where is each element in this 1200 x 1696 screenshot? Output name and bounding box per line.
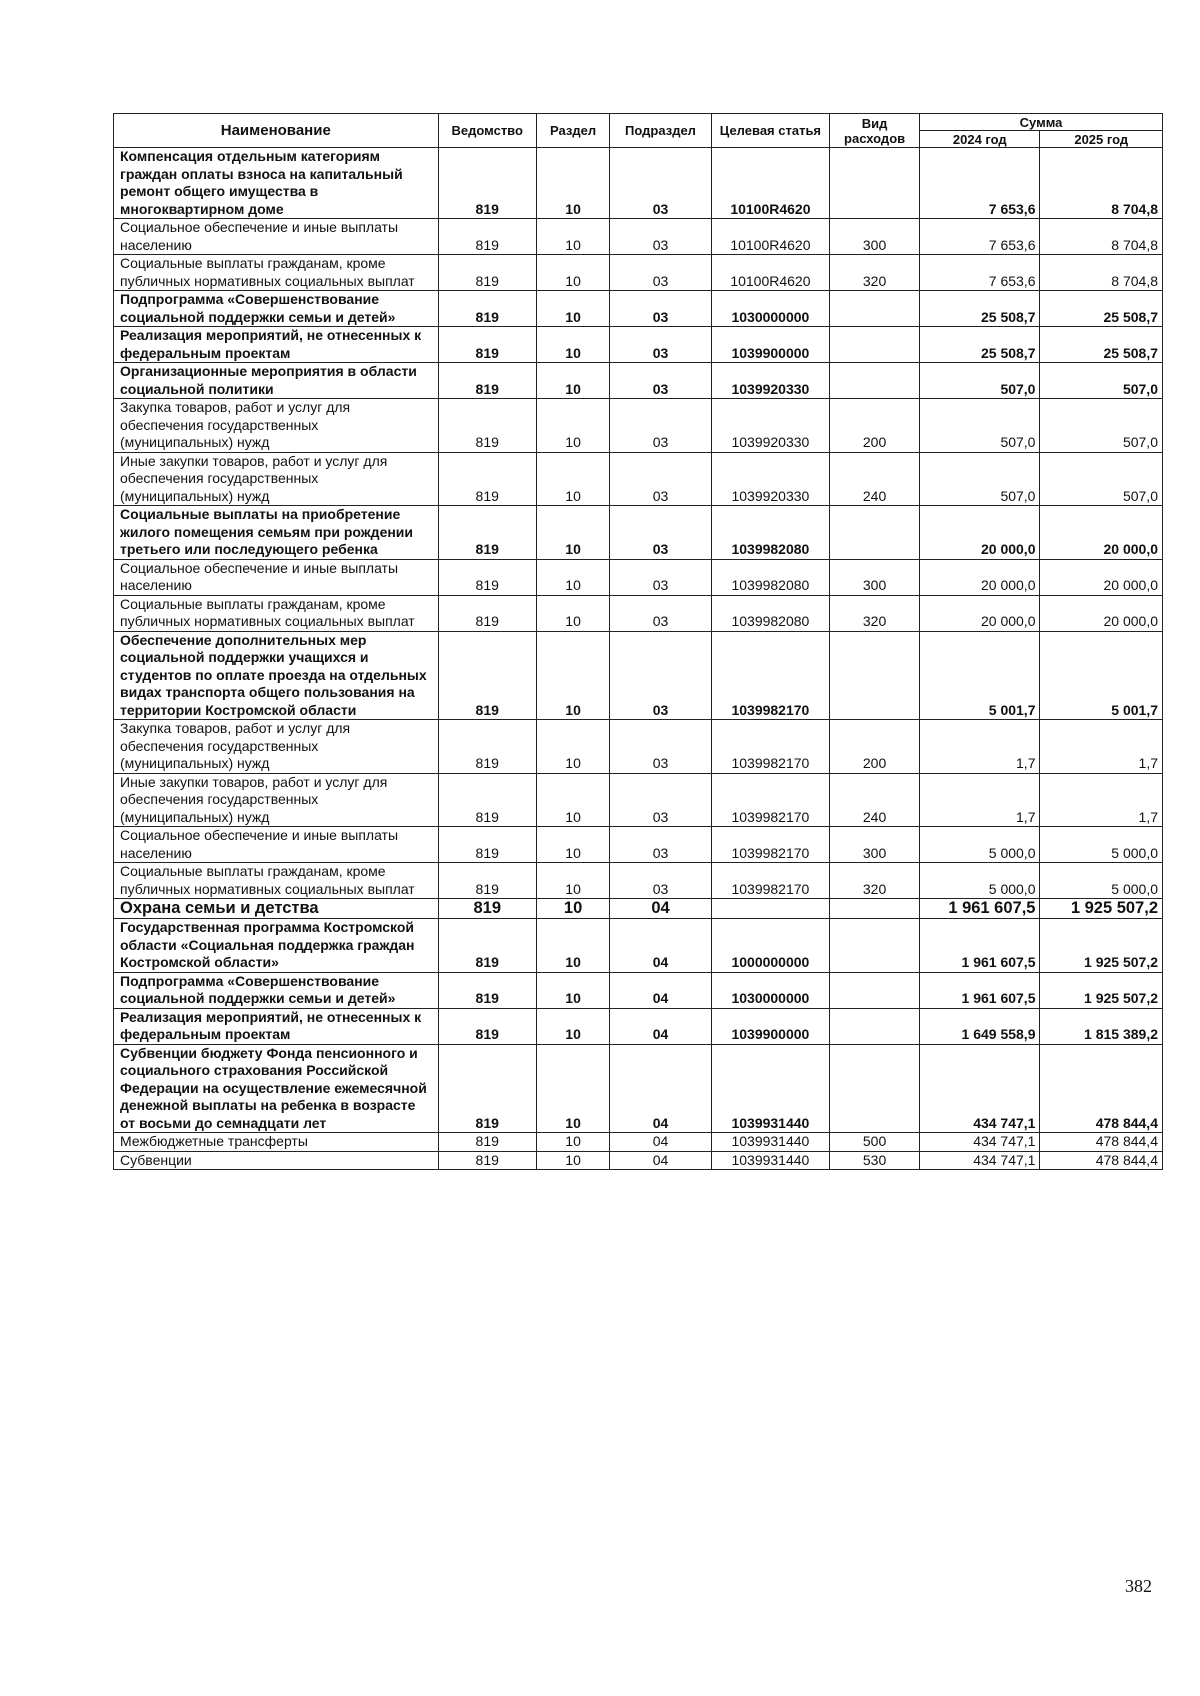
row-expense-type-cell: 320 [830,595,920,631]
row-target-article-cell: 1039900000 [711,1008,829,1044]
row-section-cell: 10 [536,452,609,506]
row-section-cell: 10 [536,291,609,327]
row-target-article-cell: 1039931440 [711,1044,829,1133]
row-amount-2025-cell: 5 001,7 [1040,631,1163,720]
row-target-article-cell: 1039920330 [711,363,829,399]
table-row [114,506,1163,560]
row-department-cell: 819 [438,327,536,363]
table-row [114,452,1163,506]
row-amount-2025-cell: 20 000,0 [1040,559,1163,595]
row-section-cell: 10 [536,1133,609,1152]
row-section-cell: 10 [536,773,609,827]
row-name-cell: Обеспечение дополнительных мер социальной поддержки учащихся и студентов по оплате проезда на отдельных видах транспорта общего пользования на территории Костромской области [114,631,439,720]
row-expense-type-cell: 530 [830,1151,920,1170]
row-expense-type-cell: 240 [830,773,920,827]
row-amount-2025-cell: 1 925 507,2 [1040,972,1163,1008]
row-amount-2024-cell: 20 000,0 [920,595,1040,631]
row-name-cell: Социальные выплаты гражданам, кроме публичных нормативных социальных выплат [114,863,439,899]
row-section-cell: 10 [536,1008,609,1044]
row-expense-type-cell: 300 [830,827,920,863]
row-name-cell: Закупка товаров, работ и услуг для обеспечения государственных (муниципальных) нужд [114,399,439,453]
row-department-cell: 819 [438,1008,536,1044]
row-section-cell: 10 [536,255,609,291]
row-department-cell: 819 [438,972,536,1008]
row-name-cell: Компенсация отдельным категориям граждан оплаты взноса на капитальный ремонт общего имущества в многоквартирном доме [114,148,439,219]
row-expense-type-cell: 320 [830,863,920,899]
row-expense-type-cell [830,148,920,219]
row-expense-type-cell [830,363,920,399]
row-department-cell: 819 [438,255,536,291]
row-expense-type-cell [830,1044,920,1133]
row-subsection-cell: 03 [610,595,712,631]
row-department-cell: 819 [438,1044,536,1133]
table-row [114,327,1163,363]
row-target-article-cell [711,899,829,919]
row-department-cell: 819 [438,363,536,399]
row-amount-2025-cell: 1,7 [1040,773,1163,827]
row-department-cell: 819 [438,919,536,973]
row-name-cell: Межбюджетные трансферты [114,1133,439,1152]
row-name-cell: Социальное обеспечение и иные выплаты населению [114,559,439,595]
header-target-article: Целевая статья [711,114,829,148]
row-expense-type-cell: 300 [830,559,920,595]
header-expense-type: Вид расходов [830,114,920,148]
row-amount-2025-cell: 507,0 [1040,399,1163,453]
row-amount-2024-cell: 1,7 [920,720,1040,774]
header-subsection: Подраздел [610,114,712,148]
row-amount-2024-cell: 434 747,1 [920,1044,1040,1133]
row-target-article-cell: 1039931440 [711,1133,829,1152]
row-name-cell: Социальные выплаты гражданам, кроме публичных нормативных социальных выплат [114,595,439,631]
row-amount-2025-cell: 8 704,8 [1040,148,1163,219]
row-department-cell: 819 [438,899,536,919]
row-section-cell: 10 [536,219,609,255]
row-subsection-cell: 04 [610,1008,712,1044]
row-amount-2024-cell: 25 508,7 [920,291,1040,327]
table-body [114,148,1163,1170]
row-target-article-cell: 10100R4620 [711,148,829,219]
row-subsection-cell: 03 [610,720,712,774]
row-amount-2024-cell: 7 653,6 [920,255,1040,291]
table-row [114,827,1163,863]
row-amount-2025-cell: 507,0 [1040,452,1163,506]
table-row [114,899,1163,919]
row-section-cell: 10 [536,1044,609,1133]
row-amount-2024-cell: 25 508,7 [920,327,1040,363]
row-subsection-cell: 03 [610,255,712,291]
table-row [114,1044,1163,1133]
row-subsection-cell: 03 [610,559,712,595]
row-target-article-cell: 1000000000 [711,919,829,973]
row-subsection-cell: 04 [610,972,712,1008]
row-subsection-cell: 04 [610,899,712,919]
row-expense-type-cell: 300 [830,219,920,255]
row-name-cell: Подпрограмма «Совершенствование социальной поддержки семьи и детей» [114,291,439,327]
row-name-cell: Охрана семьи и детства [114,899,439,919]
table-row [114,559,1163,595]
row-name-cell: Закупка товаров, работ и услуг для обеспечения государственных (муниципальных) нужд [114,720,439,774]
budget-table [113,113,1163,1170]
row-amount-2025-cell: 507,0 [1040,363,1163,399]
row-amount-2025-cell: 478 844,4 [1040,1044,1163,1133]
row-subsection-cell: 03 [610,219,712,255]
row-target-article-cell: 1030000000 [711,291,829,327]
row-name-cell: Подпрограмма «Совершенствование социальной поддержки семьи и детей» [114,972,439,1008]
budget-table-container [113,113,1163,1170]
row-expense-type-cell [830,972,920,1008]
row-section-cell: 10 [536,720,609,774]
row-section-cell: 10 [536,827,609,863]
table-row [114,1008,1163,1044]
row-amount-2025-cell: 8 704,8 [1040,255,1163,291]
row-amount-2024-cell: 7 653,6 [920,219,1040,255]
row-amount-2024-cell: 7 653,6 [920,148,1040,219]
table-row [114,863,1163,899]
row-amount-2024-cell: 1 961 607,5 [920,899,1040,919]
row-department-cell: 819 [438,559,536,595]
row-name-cell: Иные закупки товаров, работ и услуг для обеспечения государственных (муниципальных) нужд [114,452,439,506]
row-section-cell: 10 [536,363,609,399]
row-department-cell: 819 [438,452,536,506]
row-name-cell: Социальное обеспечение и иные выплаты населению [114,219,439,255]
row-amount-2025-cell: 25 508,7 [1040,327,1163,363]
table-row [114,399,1163,453]
table-row [114,148,1163,219]
row-expense-type-cell [830,327,920,363]
row-amount-2025-cell: 20 000,0 [1040,595,1163,631]
row-amount-2024-cell: 507,0 [920,363,1040,399]
row-expense-type-cell [830,899,920,919]
row-subsection-cell: 04 [610,1044,712,1133]
row-amount-2025-cell: 1 925 507,2 [1040,899,1163,919]
row-section-cell: 10 [536,1151,609,1170]
table-row [114,720,1163,774]
row-amount-2024-cell: 434 747,1 [920,1133,1040,1152]
row-amount-2024-cell: 20 000,0 [920,559,1040,595]
row-department-cell: 819 [438,720,536,774]
table-row [114,219,1163,255]
row-section-cell: 10 [536,863,609,899]
row-amount-2024-cell: 1,7 [920,773,1040,827]
table-row [114,595,1163,631]
row-target-article-cell: 1039982080 [711,559,829,595]
row-target-article-cell: 1039920330 [711,452,829,506]
header-sum: Сумма [920,114,1163,131]
row-section-cell: 10 [536,148,609,219]
row-amount-2024-cell: 434 747,1 [920,1151,1040,1170]
header-section: Раздел [536,114,609,148]
row-amount-2025-cell: 1,7 [1040,720,1163,774]
row-name-cell: Социальные выплаты гражданам, кроме публичных нормативных социальных выплат [114,255,439,291]
table-row [114,363,1163,399]
row-name-cell: Субвенции [114,1151,439,1170]
row-target-article-cell: 1030000000 [711,972,829,1008]
row-amount-2025-cell: 1 815 389,2 [1040,1008,1163,1044]
row-target-article-cell: 1039900000 [711,327,829,363]
table-row [114,972,1163,1008]
row-target-article-cell: 10100R4620 [711,219,829,255]
row-department-cell: 819 [438,1151,536,1170]
row-subsection-cell: 03 [610,827,712,863]
row-target-article-cell: 1039982080 [711,506,829,560]
row-expense-type-cell [830,291,920,327]
row-target-article-cell: 1039982170 [711,631,829,720]
row-department-cell: 819 [438,1133,536,1152]
row-department-cell: 819 [438,827,536,863]
row-amount-2025-cell: 1 925 507,2 [1040,919,1163,973]
row-subsection-cell: 03 [610,291,712,327]
row-subsection-cell: 03 [610,506,712,560]
row-department-cell: 819 [438,219,536,255]
row-section-cell: 10 [536,595,609,631]
row-department-cell: 819 [438,148,536,219]
page-number: 382 [1125,1576,1152,1596]
table-row [114,631,1163,720]
row-subsection-cell: 03 [610,327,712,363]
row-amount-2024-cell: 1 961 607,5 [920,972,1040,1008]
row-expense-type-cell: 200 [830,720,920,774]
table-row [114,1133,1163,1152]
row-expense-type-cell [830,631,920,720]
row-subsection-cell: 03 [610,863,712,899]
row-section-cell: 10 [536,899,609,919]
row-amount-2025-cell: 5 000,0 [1040,827,1163,863]
row-section-cell: 10 [536,327,609,363]
row-amount-2024-cell: 507,0 [920,452,1040,506]
row-amount-2025-cell: 478 844,4 [1040,1133,1163,1152]
row-expense-type-cell [830,1008,920,1044]
row-amount-2024-cell: 5 001,7 [920,631,1040,720]
row-subsection-cell: 03 [610,148,712,219]
row-subsection-cell: 03 [610,773,712,827]
row-target-article-cell: 1039982170 [711,773,829,827]
row-department-cell: 819 [438,631,536,720]
row-section-cell: 10 [536,399,609,453]
row-name-cell: Реализация мероприятий, не отнесенных к федеральным проектам [114,327,439,363]
table-row [114,291,1163,327]
row-target-article-cell: 1039982170 [711,827,829,863]
row-target-article-cell: 1039982170 [711,863,829,899]
row-subsection-cell: 04 [610,919,712,973]
row-expense-type-cell: 320 [830,255,920,291]
table-header [114,114,1163,148]
row-amount-2025-cell: 8 704,8 [1040,219,1163,255]
row-expense-type-cell: 500 [830,1133,920,1152]
row-expense-type-cell [830,506,920,560]
row-amount-2024-cell: 5 000,0 [920,863,1040,899]
row-target-article-cell: 1039982080 [711,595,829,631]
header-department: Ведомство [438,114,536,148]
row-subsection-cell: 03 [610,452,712,506]
row-target-article-cell: 10100R4620 [711,255,829,291]
row-department-cell: 819 [438,399,536,453]
row-name-cell: Государственная программа Костромской области «Социальная поддержка граждан Костромской области» [114,919,439,973]
table-row [114,255,1163,291]
row-section-cell: 10 [536,919,609,973]
row-department-cell: 819 [438,595,536,631]
header-year-2024: 2024 год [920,131,1040,148]
row-subsection-cell: 03 [610,363,712,399]
row-name-cell: Социальное обеспечение и иные выплаты населению [114,827,439,863]
row-amount-2025-cell: 478 844,4 [1040,1151,1163,1170]
row-expense-type-cell: 200 [830,399,920,453]
row-department-cell: 819 [438,506,536,560]
row-amount-2024-cell: 20 000,0 [920,506,1040,560]
row-subsection-cell: 04 [610,1133,712,1152]
row-amount-2025-cell: 25 508,7 [1040,291,1163,327]
table-row [114,1151,1163,1170]
row-subsection-cell: 03 [610,631,712,720]
row-subsection-cell: 03 [610,399,712,453]
row-department-cell: 819 [438,863,536,899]
row-target-article-cell: 1039920330 [711,399,829,453]
row-section-cell: 10 [536,631,609,720]
row-department-cell: 819 [438,291,536,327]
row-name-cell: Субвенции бюджету Фонда пенсионного и социального страхования Российской Федерации на осуществление ежемесячной денежной выплаты на ребенка в возрасте от восьми до семнадцати лет [114,1044,439,1133]
header-year-2025: 2025 год [1040,131,1163,148]
row-name-cell: Социальные выплаты на приобретение жилого помещения семьям при рождении третьего или последующего ребенка [114,506,439,560]
table-row [114,919,1163,973]
row-subsection-cell: 04 [610,1151,712,1170]
row-expense-type-cell [830,919,920,973]
row-department-cell: 819 [438,773,536,827]
header-name: Наименование [114,114,439,148]
row-section-cell: 10 [536,506,609,560]
row-section-cell: 10 [536,972,609,1008]
row-amount-2025-cell: 5 000,0 [1040,863,1163,899]
row-amount-2024-cell: 507,0 [920,399,1040,453]
row-amount-2024-cell: 1 649 558,9 [920,1008,1040,1044]
table-row [114,773,1163,827]
row-section-cell: 10 [536,559,609,595]
row-amount-2025-cell: 20 000,0 [1040,506,1163,560]
row-name-cell: Реализация мероприятий, не отнесенных к федеральным проектам [114,1008,439,1044]
row-name-cell: Организационные мероприятия в области социальной политики [114,363,439,399]
row-name-cell: Иные закупки товаров, работ и услуг для обеспечения государственных (муниципальных) нужд [114,773,439,827]
row-target-article-cell: 1039931440 [711,1151,829,1170]
row-target-article-cell: 1039982170 [711,720,829,774]
row-amount-2024-cell: 1 961 607,5 [920,919,1040,973]
row-expense-type-cell: 240 [830,452,920,506]
row-amount-2024-cell: 5 000,0 [920,827,1040,863]
